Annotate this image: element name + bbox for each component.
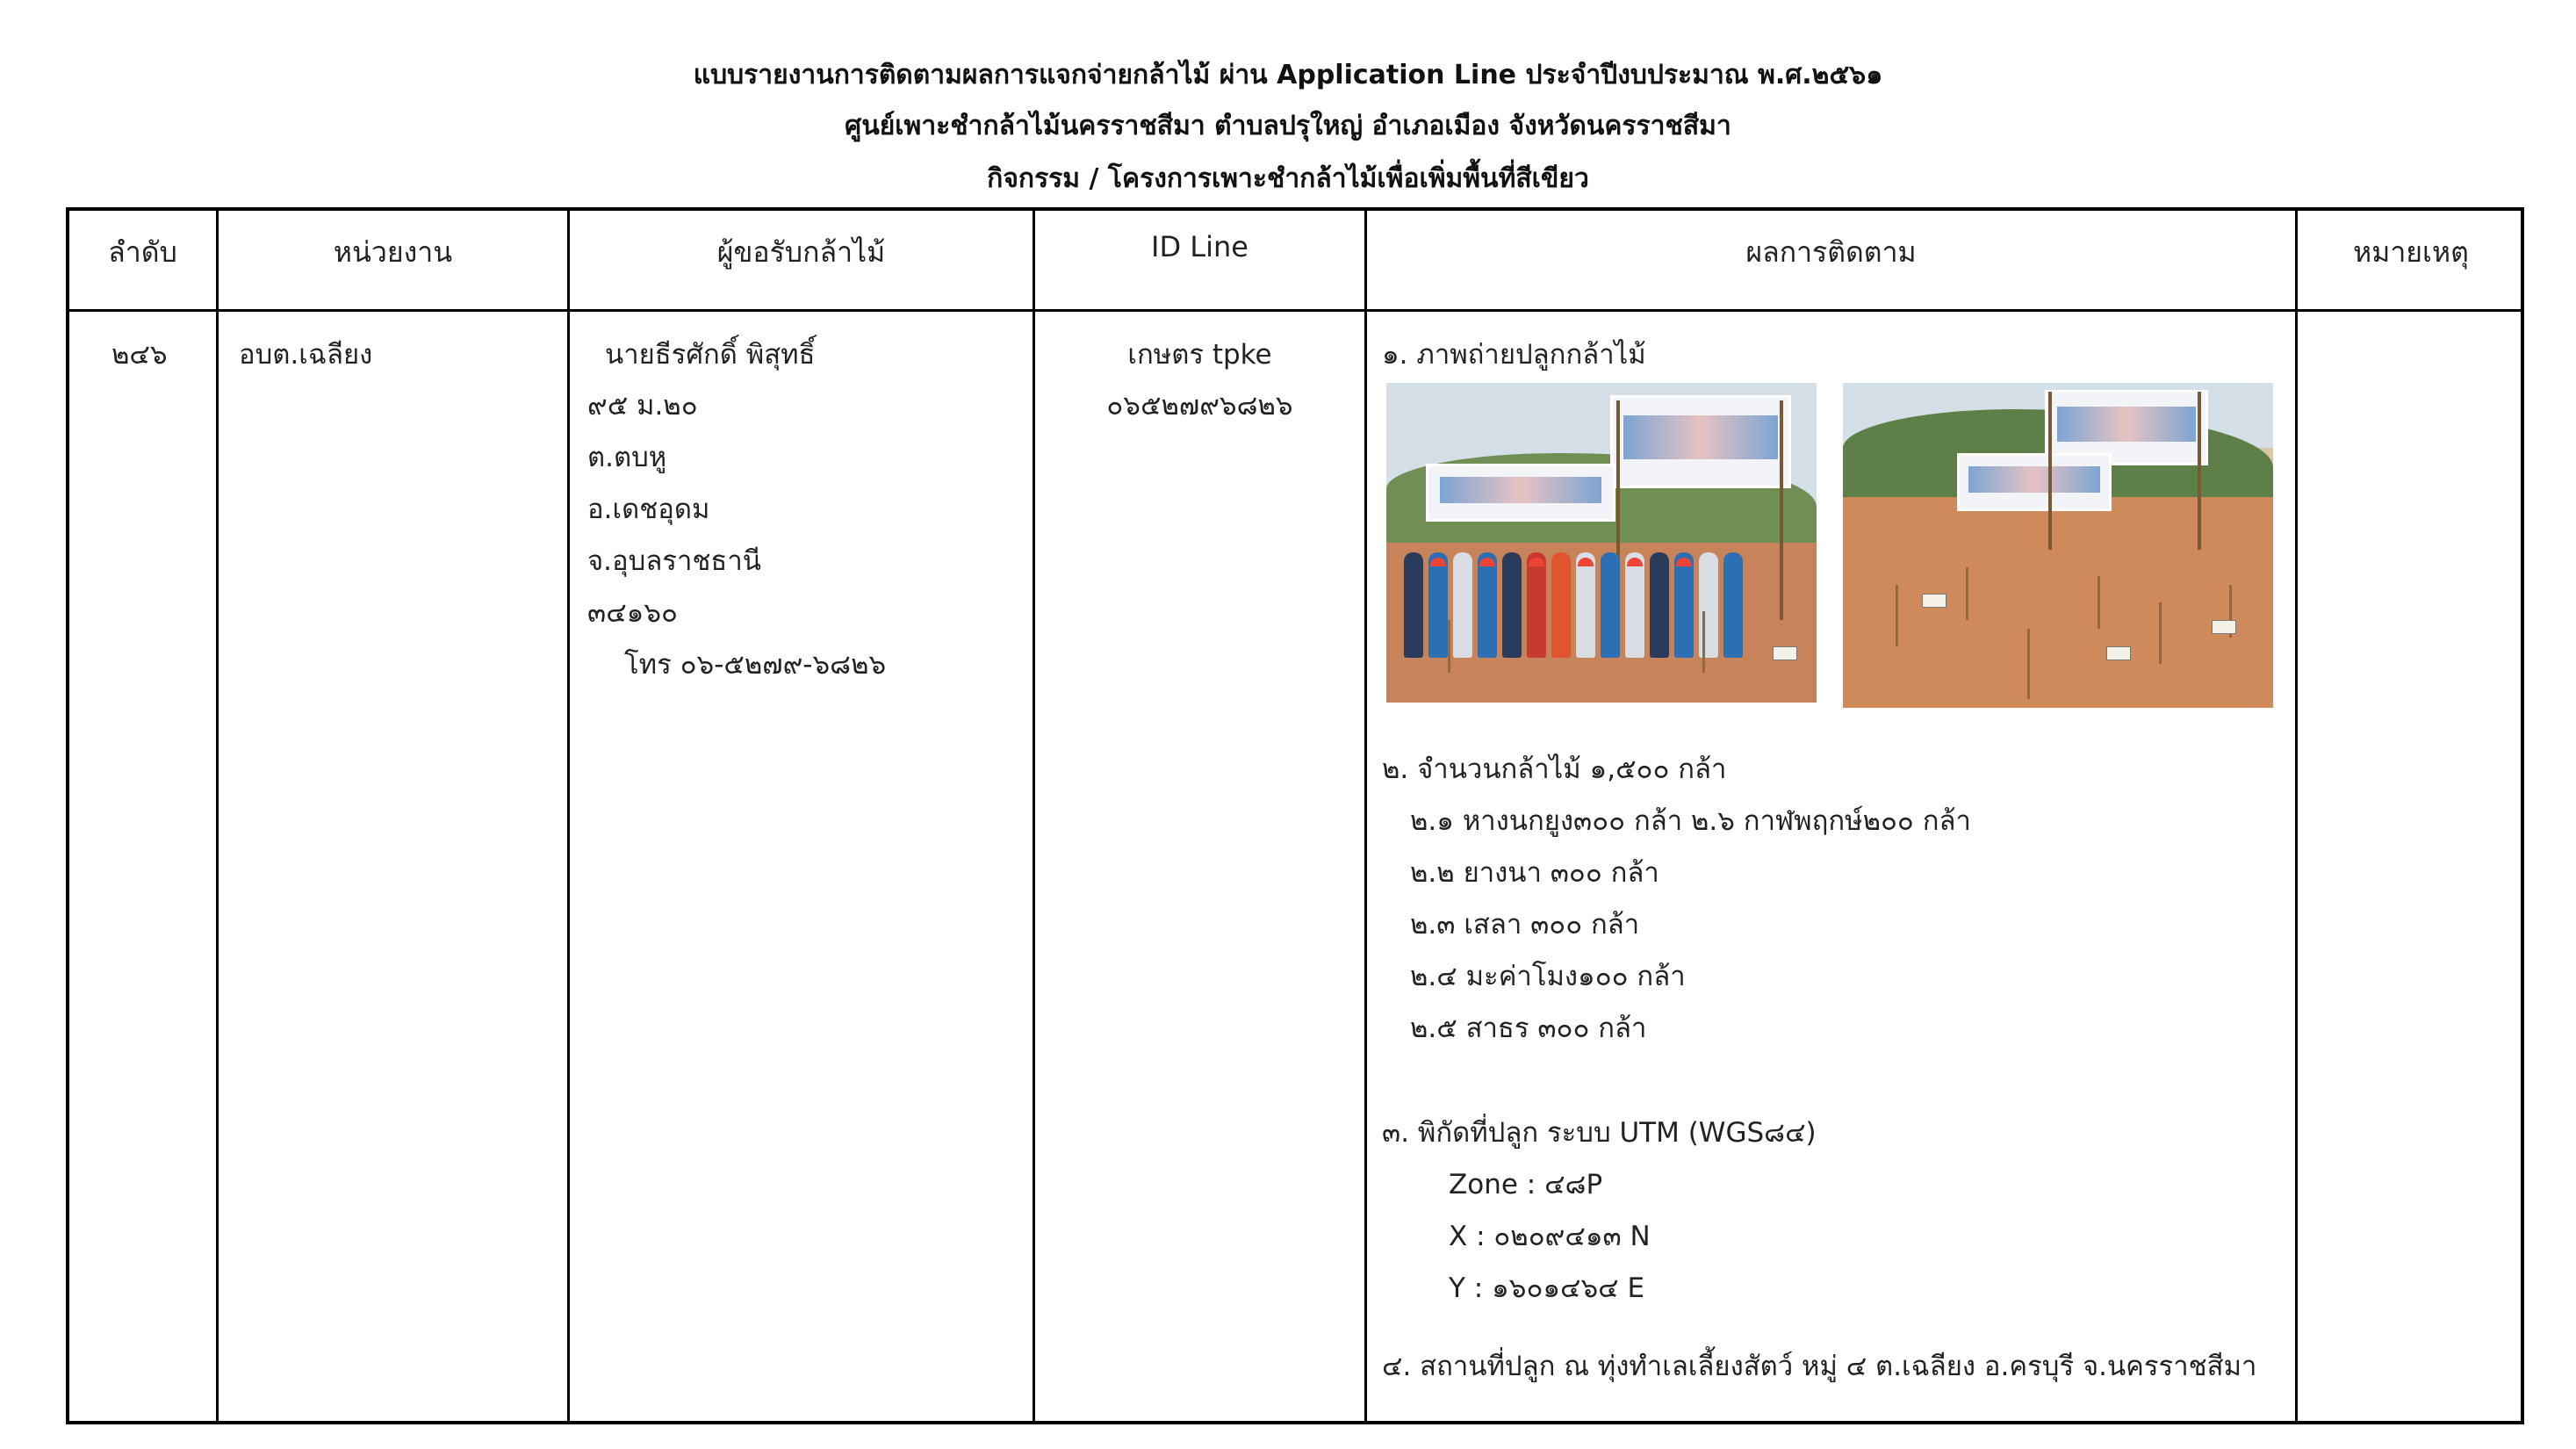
utm-y: Y : ๑๖๐๑๔๖๔ E — [1449, 1272, 1645, 1304]
seedling-species-item: ๒.๑ หางนกยูง๓๐๐ กล้า ๒.๖ กาฬพฤกษ์๒๐๐ กล้า — [1410, 805, 1971, 837]
recipient-details — [587, 332, 1009, 789]
planting-photo-group — [1386, 383, 1817, 703]
column-header-recipient: ผู้ขอรับกล้าไม้ — [716, 235, 886, 269]
banner-image — [1426, 464, 1615, 522]
column-divider — [2295, 211, 2298, 1421]
result-section-location: ๔. สถานที่ปลูก ณ ทุ่งทำเลเลี้ยงสัตว์ หมู่ ๔ ต.เฉลียง อ.ครบุรี จ.นครราชสีมา — [1382, 1351, 2257, 1382]
report-table — [66, 207, 2524, 1424]
seedling-species-item: ๒.๓ เสลา ๓๐๐ กล้า — [1410, 909, 1640, 941]
result-section-photos: ๑. ภาพถ่ายปลูกกล้าไม้ — [1382, 339, 1646, 371]
seedling-species-item: ๒.๕ สาธร ๓๐๐ กล้า — [1410, 1013, 1647, 1044]
row-order: ๒๔๖ — [112, 339, 168, 371]
report-subtitle-project: กิจกรรม / โครงการเพาะชำกล้าไม้เพื่อเพิ่มพื้นที่สีเขียว — [987, 163, 1589, 194]
seedling-species-item: ๒.๔ มะค่าโมง๑๐๐ กล้า — [1410, 961, 1686, 992]
report-title: แบบรายงานการติดตามผลการแจกจ่ายกล้าไม้ ผ่าน Application Line ประจำปีงบประมาณ พ.ศ.๒๕๖๑ — [693, 60, 1883, 90]
utm-x: X : ๐๒๐๙๔๑๓ N — [1449, 1221, 1651, 1252]
report-subtitle-center: ศูนย์เพาะชำกล้าไม้นครราชสีมา ตำบลปรุใหญ่ อำเภอเมือง จังหวัดนครราชสีมา — [845, 111, 1731, 141]
column-header-order: ลำดับ — [108, 235, 177, 269]
id-line-phone: ๐๖๕๒๗๙๖๘๒๖ — [1106, 390, 1293, 422]
column-divider — [567, 211, 570, 1421]
follow-up-result — [1382, 332, 2286, 1412]
recipient-address-line: อ.เดชอุดม — [587, 494, 710, 525]
seedling-species-item: ๒.๒ ยางนา ๓๐๐ กล้า — [1410, 857, 1659, 889]
header-divider — [69, 309, 2521, 312]
column-header-remark: หมายเหตุ — [2353, 235, 2469, 269]
banner-image — [1957, 453, 2112, 511]
column-header-result: ผลการติดตาม — [1745, 235, 1917, 269]
column-header-agency: หน่วยงาน — [333, 235, 453, 269]
id-line-name: เกษตร tpke — [1127, 339, 1272, 371]
banner-image — [1610, 395, 1791, 488]
recipient-postcode: ๓๔๑๖๐ — [587, 597, 678, 629]
column-header-id-line: ID Line — [1151, 230, 1248, 263]
result-section-seedling-count: ๒. จำนวนกล้าไม้ ๑,๕๐๐ กล้า — [1382, 753, 1727, 785]
recipient-address-line: ๙๕ ม.๒๐ — [587, 390, 698, 422]
planting-photo-field — [1843, 383, 2273, 708]
result-section-coordinates: ๓. พิกัดที่ปลูก ระบบ UTM (WGS๘๔) — [1382, 1117, 1817, 1149]
utm-zone: Zone : ๔๘P — [1449, 1169, 1603, 1200]
recipient-name: นายธีรศักดิ์ พิสุทธิ์ — [605, 339, 816, 371]
recipient-address-line: จ.อุบลราชธานี — [587, 545, 761, 577]
column-divider — [1364, 211, 1367, 1421]
column-divider — [216, 211, 219, 1421]
id-line-details — [1035, 332, 1364, 437]
recipient-address-line: ต.ตบหู — [587, 442, 667, 473]
row-agency: อบต.เฉลียง — [239, 339, 373, 371]
recipient-phone: โทร ๐๖-๕๒๗๙-๖๘๒๖ — [624, 649, 887, 681]
